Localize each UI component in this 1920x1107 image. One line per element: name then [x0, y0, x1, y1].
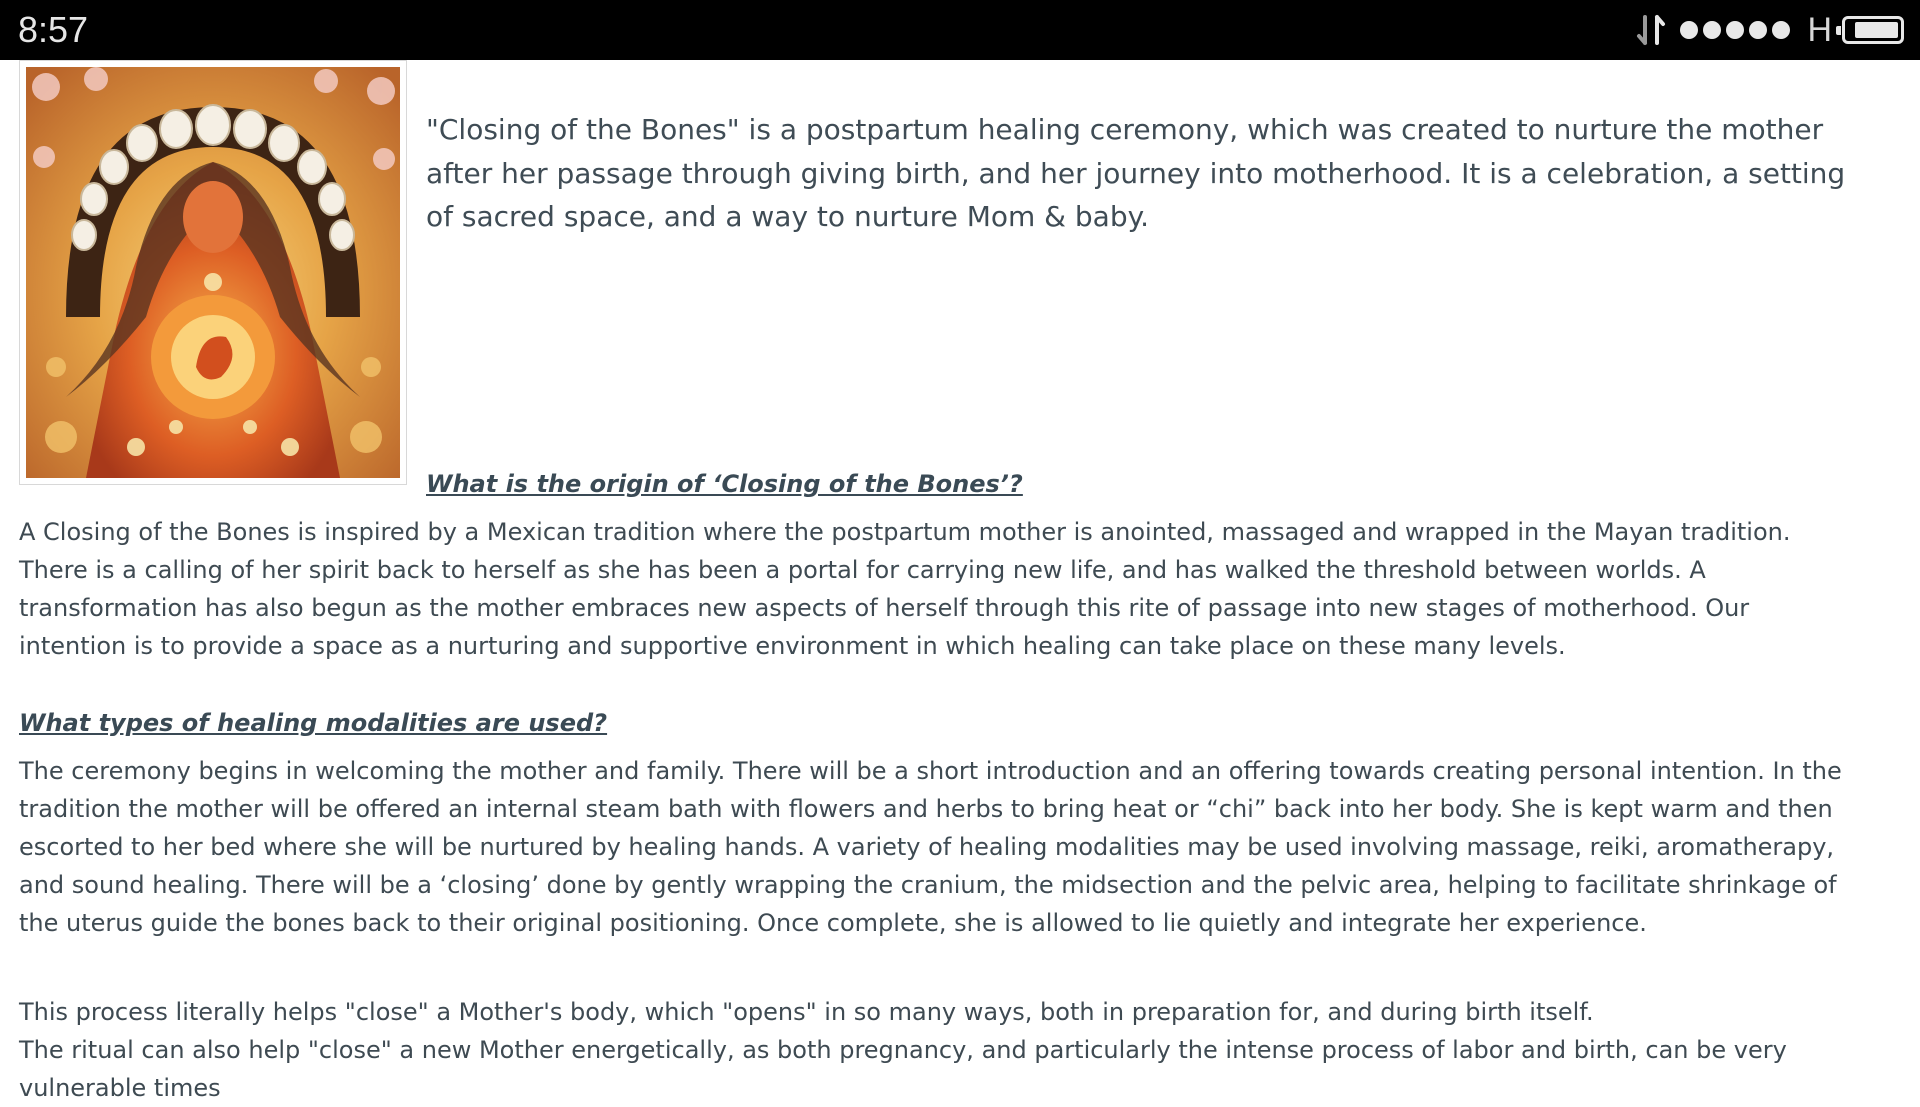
signal-dots-icon — [1680, 21, 1795, 39]
signal-dot — [1772, 21, 1790, 39]
battery-fill — [1855, 22, 1898, 38]
origin-paragraph: A Closing of the Bones is inspired by a Mexican tradition where the postpartum mother is anointed, massaged and wrapped in the Mayan tradition. There is a calling of her spirit back to herself as she has been a portal for carrying new life, and has walked the threshold between worlds. A transformation has also begun as the mother embraces new aspects of herself through this rite of passage into new stages of motherhood. Our intention is to provide a space as a nurturing and supportive environment in which healing can take place on these many levels. — [19, 518, 1791, 660]
origin-heading: What is the origin of ‘Closing of the Bones’? — [426, 470, 1023, 498]
battery-icon — [1842, 16, 1904, 44]
modalities-heading: What types of healing modalities are used? — [19, 709, 608, 737]
network-type-label: H — [1807, 11, 1832, 49]
signal-dot — [1703, 21, 1721, 39]
status-time: 8:57 — [18, 9, 89, 50]
article-content — [0, 60, 1920, 1102]
painting-illustration — [26, 67, 400, 478]
signal-dot — [1749, 21, 1767, 39]
data-transfer-icon — [1636, 13, 1666, 47]
article-image[interactable] — [19, 60, 407, 485]
modalities-paragraph: The ceremony begins in welcoming the mother and family. There will be a short introduction and an offering towards creating personal intention. In the tradition the mother will be offered an internal steam bath with flowers and herbs to bring heat or “chi” back into her body. She is kept warm and then escorted to her bed where she will be nurtured by healing hands. A variety of healing modalities may be used involving massage, reiki, aromatherapy, and sound healing. There will be a ‘closing’ done by gently wrapping the cranium, the midsection and the pelvic area, helping to facilitate shrinkage of the uterus guide the bones back to their original positioning. Once complete, she is allowed to lie quietly and integrate her experience. — [19, 757, 1842, 937]
signal-dot — [1680, 21, 1698, 39]
ritual-paragraph: The ritual can also help "close" a new Mother energetically, as both pregnancy, and particularly the intense process of labor and birth, can be very vulnerable times — [19, 1036, 1787, 1102]
intro-paragraph: "Closing of the Bones" is a postpartum healing ceremony, which was created to nurture the mother after her passage through giving birth, and her journey into motherhood. It is a celebration, a setting of sacred space, and a way to nurture Mom & baby. — [426, 113, 1846, 233]
close-body-paragraph: This process literally helps "close" a Mother's body, which "opens" in so many ways, both in preparation for, and during birth itself. — [19, 998, 1594, 1026]
status-bar — [0, 0, 1920, 60]
status-icons — [1636, 12, 1904, 48]
signal-dot — [1726, 21, 1744, 39]
